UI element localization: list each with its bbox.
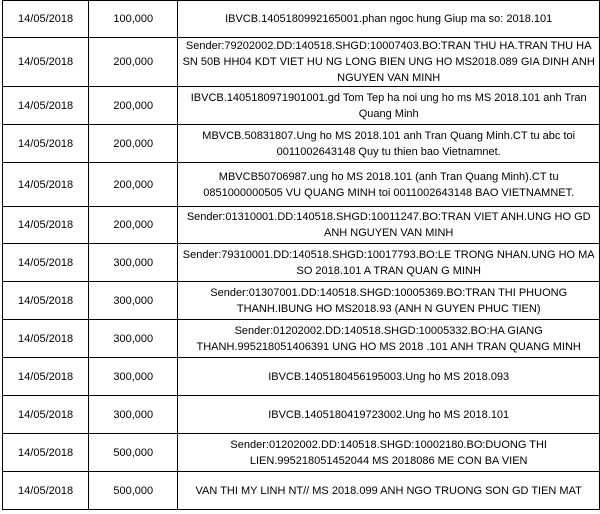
table-row xyxy=(3,434,600,472)
table-row xyxy=(3,207,600,244)
date-cell: 14/05/2018 xyxy=(3,282,89,320)
amount-cell: 200,000 xyxy=(89,207,178,244)
table-row xyxy=(3,163,600,207)
amount-cell: 500,000 xyxy=(89,472,178,510)
date-cell: 14/05/2018 xyxy=(3,358,89,396)
description-cell: MBVCB50706987.ung ho MS 2018.101 (anh Tran Quang Minh).CT tu 0851000000505 VU QUANG MINH toi 0011002643148 BAO VIETNAMNET. xyxy=(178,163,600,207)
description-cell: Sender:01310001.DD:140518.SHGD:10011247.BO:TRAN VIET ANH.UNG HO GD ANH NGUYEN VAN MINH xyxy=(178,207,600,244)
table-row xyxy=(3,358,600,396)
description-cell: IBVCB.1405180992165001.phan ngoc hung Giup ma so: 2018.101 xyxy=(178,1,600,38)
amount-cell: 200,000 xyxy=(89,87,178,125)
date-cell: 14/05/2018 xyxy=(3,207,89,244)
date-cell: 14/05/2018 xyxy=(3,472,89,510)
amount-cell: 200,000 xyxy=(89,163,178,207)
amount-cell: 300,000 xyxy=(89,320,178,358)
amount-cell: 100,000 xyxy=(89,1,178,38)
table-row xyxy=(3,125,600,163)
description-cell: Sender:79202002.DD:140518.SHGD:10007403.BO:TRAN THU HA.TRAN THU HA SN 50B HH04 KDT VIET HU NG LONG BIEN UNG HO MS2018.089 GIA DINH ANH NGUYEN VAN MINH xyxy=(178,38,600,87)
date-cell: 14/05/2018 xyxy=(3,1,89,38)
description-cell: Sender:01307001.DD:140518.SHGD:10005369.BO:TRAN THI PHUONG THANH.IBUNG HO MS2018.93 (ANH N GUYEN PHUC TIEN) xyxy=(178,282,600,320)
table-row xyxy=(3,87,600,125)
date-cell: 14/05/2018 xyxy=(3,163,89,207)
table-row xyxy=(3,244,600,282)
description-cell: Sender:01202002.DD:140518.SHGD:10002180.BO:DUONG THI LIEN.995218051452044 MS 2018086 ME CON BA VIEN xyxy=(178,434,600,472)
date-cell: 14/05/2018 xyxy=(3,396,89,434)
description-cell: IBVCB.1405180971901001.gd Tom Tep ha noi ung ho ms MS 2018.101 anh Tran Quang Minh xyxy=(178,87,600,125)
table-row xyxy=(3,320,600,358)
amount-cell: 300,000 xyxy=(89,282,178,320)
amount-cell: 500,000 xyxy=(89,434,178,472)
table-row xyxy=(3,472,600,510)
date-cell: 14/05/2018 xyxy=(3,87,89,125)
date-cell: 14/05/2018 xyxy=(3,320,89,358)
amount-cell: 200,000 xyxy=(89,125,178,163)
description-cell: IBVCB.1405180419723002.Ung ho MS 2018.101 xyxy=(178,396,600,434)
table-row xyxy=(3,1,600,38)
amount-cell: 300,000 xyxy=(89,358,178,396)
amount-cell: 200,000 xyxy=(89,38,178,87)
description-cell: IBVCB.1405180456195003.Ung ho MS 2018.093 xyxy=(178,358,600,396)
date-cell: 14/05/2018 xyxy=(3,125,89,163)
donation-table xyxy=(2,0,600,510)
date-cell: 14/05/2018 xyxy=(3,244,89,282)
description-cell: MBVCB.50831807.Ung ho MS 2018.101 anh Tran Quang Minh.CT tu abc toi 0011002643148 Quy tu thien bao Vietnamnet. xyxy=(178,125,600,163)
description-cell: VAN THI MY LINH NT// MS 2018.099 ANH NGO TRUONG SON GD TIEN MAT xyxy=(178,472,600,510)
description-cell: Sender:01202002.DD:140518.SHGD:10005332.BO:HA GIANG THANH.995218051406391 UNG HO MS 2018 .101 ANH TRAN QUANG MINH xyxy=(178,320,600,358)
date-cell: 14/05/2018 xyxy=(3,38,89,87)
table-row xyxy=(3,282,600,320)
amount-cell: 300,000 xyxy=(89,396,178,434)
table-row xyxy=(3,396,600,434)
description-cell: Sender:79310001.DD:140518.SHGD:10017793.BO:LE TRONG NHAN.UNG HO MA SO 2018.101 A TRAN QUAN G MINH xyxy=(178,244,600,282)
amount-cell: 300,000 xyxy=(89,244,178,282)
date-cell: 14/05/2018 xyxy=(3,434,89,472)
table-row xyxy=(3,38,600,87)
